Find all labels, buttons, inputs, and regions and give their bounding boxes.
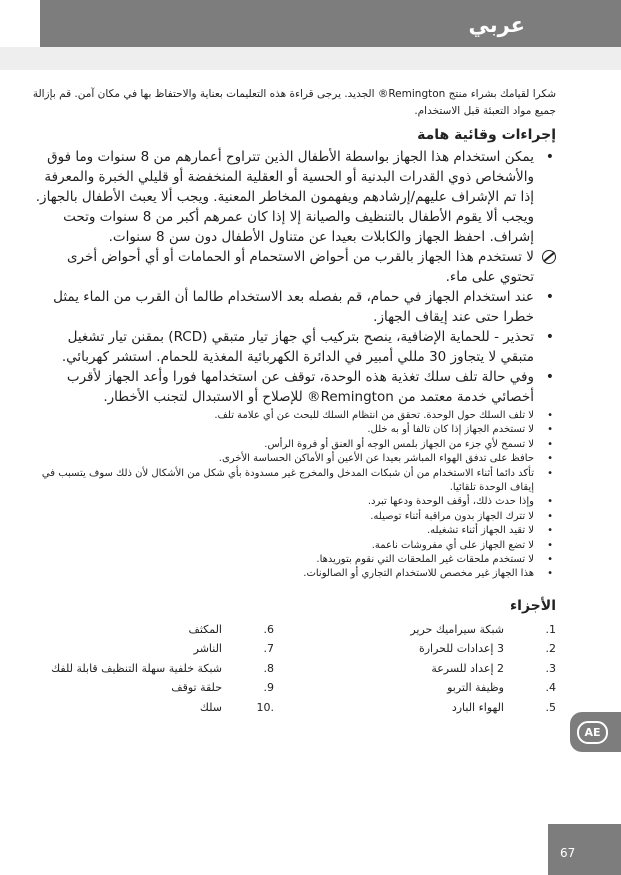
part-item bbox=[94, 639, 274, 659]
safety-item-text: لا تستخدم هذا الجهاز بالقرب من أحواض الاستحمام أو الحمامات أو أي أحواض أخرى تحتوي على ماء. bbox=[66, 249, 534, 285]
part-number: 4. bbox=[545, 681, 556, 695]
safety-item bbox=[32, 147, 556, 247]
part-label: 3 إعدادات للحرارة bbox=[418, 642, 504, 656]
header-strip bbox=[0, 47, 621, 70]
intro-text: شكرا لقيامك بشراء منتج Remington® الجديد. يرجى قراءة هذه التعليمات بعناية والاحتفاظ بها في مكان آمن. قم بإزالة جميع مواد التعبئة قبل الاستخدام. bbox=[32, 88, 556, 117]
bullet-icon: • bbox=[545, 369, 554, 385]
small-item-text: هذا الجهاز غير مخصص للاستخدام التجاري أو الصالونات. bbox=[303, 568, 534, 580]
parts-heading: الأجزاء bbox=[510, 597, 556, 614]
part-label: المكثف bbox=[188, 622, 222, 636]
part-item bbox=[94, 620, 274, 640]
part-number: 2. bbox=[545, 642, 556, 656]
small-item bbox=[32, 452, 556, 466]
parts-column-left bbox=[51, 620, 274, 718]
part-item bbox=[94, 678, 274, 698]
safety-item bbox=[32, 327, 556, 367]
small-item-text: لا تلف السلك حول الوحدة. تحقق من انتظام السلك للبحث عن أي علامة تلف. bbox=[214, 410, 534, 421]
part-number: .10 bbox=[256, 700, 274, 714]
part-number: 8. bbox=[263, 661, 274, 675]
safety-small-list bbox=[32, 409, 556, 582]
manual-content bbox=[32, 86, 556, 720]
small-item bbox=[32, 409, 556, 423]
small-item-text: حافظ على تدفق الهواء المباشر بعيدا عن الأعين أو الأماكن الحساسة الأخرى. bbox=[218, 453, 534, 465]
bullet-icon: • bbox=[545, 149, 554, 165]
safety-item-text: يمكن استخدام هذا الجهاز بواسطة الأطفال الذين تتراوح أعمارهم من 8 سنوات وما فوق والأشخاص ذوي القدرات البدنية أو الحسية أو العقلية المنخفضة أو قليلي الخبرة والمعرفة إذا تم الإشراف عليهم/إرشادهم ويفهمون المخاطر المعنية. ويجب ألا يعبث الأطفال بالجهاز. ويجب ألا يقوم الأطفال بالتنظيف والصيانة إلا إذا كان عمرهم أكبر من 8 سنوات وتحت إشراف. احفظ الجهاز والكابلات بعيدا عن متناول الأطفال دون سن 8 سنوات. bbox=[35, 149, 534, 245]
bullet-icon: • bbox=[547, 438, 553, 450]
part-item bbox=[296, 659, 556, 679]
language-title: عربي bbox=[468, 13, 525, 37]
small-item bbox=[32, 553, 556, 567]
small-item bbox=[32, 495, 556, 509]
small-item bbox=[32, 423, 556, 437]
no-water-icon bbox=[542, 250, 556, 264]
small-item-text: وإذا حدث ذلك، أوقف الوحدة ودعها تبرد. bbox=[367, 496, 534, 508]
small-item-text: لا تترك الجهاز بدون مراقبة أثناء توصيله. bbox=[370, 510, 534, 522]
small-item bbox=[32, 567, 556, 581]
small-item-text: لا تضع الجهاز على أي مفروشات ناعمة. bbox=[371, 539, 534, 551]
part-item bbox=[296, 620, 556, 640]
part-label: الهواء البارد bbox=[451, 700, 504, 714]
part-label: شبكة سيراميك حرير bbox=[410, 622, 504, 636]
small-item bbox=[32, 524, 556, 538]
bullet-icon: • bbox=[547, 568, 553, 580]
bullet-icon: • bbox=[547, 539, 553, 551]
safety-item-text: تحذير - للحماية الإضافية، ينصح بتركيب أي جهاز تيار متبقي (RCD) بمقنن تيار تشغيل متبقي لا يتجاوز 30 مللي أمبير في الدائرة الكهربائية المغذية للحمام. استشر كهربائي. bbox=[61, 329, 534, 365]
part-number: 7. bbox=[263, 642, 274, 656]
bullet-icon: • bbox=[547, 510, 553, 522]
safety-list bbox=[32, 147, 556, 407]
part-label: حلقة توقف bbox=[171, 681, 222, 695]
part-number: 3. bbox=[545, 661, 556, 675]
bullet-icon: • bbox=[545, 289, 554, 305]
part-label: وظيفة التربو bbox=[447, 681, 504, 695]
bullet-icon: • bbox=[547, 496, 553, 508]
part-label: 2 إعداد للسرعة bbox=[431, 661, 504, 675]
part-label: سلك bbox=[199, 700, 222, 714]
bullet-icon: • bbox=[547, 525, 553, 537]
safety-heading: إجراءات وقائية هامة bbox=[417, 127, 556, 143]
part-label: الناشر bbox=[193, 642, 222, 656]
part-item bbox=[51, 659, 274, 679]
part-number: 9. bbox=[263, 681, 274, 695]
small-item bbox=[32, 438, 556, 452]
bullet-icon: • bbox=[547, 467, 553, 479]
language-badge: AE bbox=[577, 721, 608, 744]
part-label: شبكة خلفية سهلة التنظيف قابلة للفك bbox=[51, 661, 222, 675]
small-item bbox=[32, 539, 556, 553]
small-item bbox=[32, 510, 556, 524]
part-item bbox=[296, 698, 556, 718]
small-item-text: لا تسمح لأي جزء من الجهاز بلمس الوجه أو العنق أو فروة الرأس. bbox=[264, 438, 534, 450]
small-item-text: لا تقيد الجهاز أثناء تشغيله. bbox=[426, 525, 534, 537]
safety-item bbox=[32, 287, 556, 327]
safety-item bbox=[32, 367, 556, 407]
page-number: 67 bbox=[560, 846, 576, 860]
part-number: 6. bbox=[263, 622, 274, 636]
part-item bbox=[296, 678, 556, 698]
small-item-text: تأكد دائما أثناء الاستخدام من أن شبكات المدخل والمخرج غير مسدودة بأي شكل من الأشكال لأن ذلك سوف يتسبب في إيقاف الوحدة تلقائيا. bbox=[41, 467, 534, 494]
small-item bbox=[32, 467, 556, 496]
part-number: 1. bbox=[545, 622, 556, 636]
part-item bbox=[94, 698, 274, 718]
bullet-icon: • bbox=[545, 329, 554, 345]
bullet-icon: • bbox=[547, 453, 553, 465]
bullet-icon: • bbox=[547, 410, 553, 421]
language-side-tab bbox=[570, 712, 621, 752]
safety-item-text: عند استخدام الجهاز في حمام، قم بفصله بعد الاستخدام طالما أن القرب من الماء يمثل خطرا حتى عند إيقاف الجهاز. bbox=[53, 289, 534, 325]
part-item bbox=[296, 639, 556, 659]
part-number: 5. bbox=[545, 700, 556, 714]
safety-item-text: وفي حالة تلف سلك تغذية هذه الوحدة، توقف عن استخدامها فورا وأعد الجهاز لأقرب أخصائي خدمة معتمد من Remington® للإصلاح أو الاستبدال لتجنب الأخطار. bbox=[66, 369, 534, 405]
header-bar bbox=[40, 0, 621, 47]
parts-list bbox=[32, 620, 556, 720]
bullet-icon: • bbox=[547, 554, 553, 566]
bullet-icon: • bbox=[547, 424, 553, 436]
parts-column-right bbox=[296, 620, 556, 718]
small-item-text: لا تستخدم ملحقات غير الملحقات التي نقوم بتوريدها. bbox=[316, 554, 534, 566]
page-footer bbox=[548, 824, 621, 875]
small-item-text: لا تستخدم الجهاز إذا كان تالفا أو به خلل. bbox=[367, 424, 534, 436]
safety-item-water bbox=[32, 247, 556, 287]
